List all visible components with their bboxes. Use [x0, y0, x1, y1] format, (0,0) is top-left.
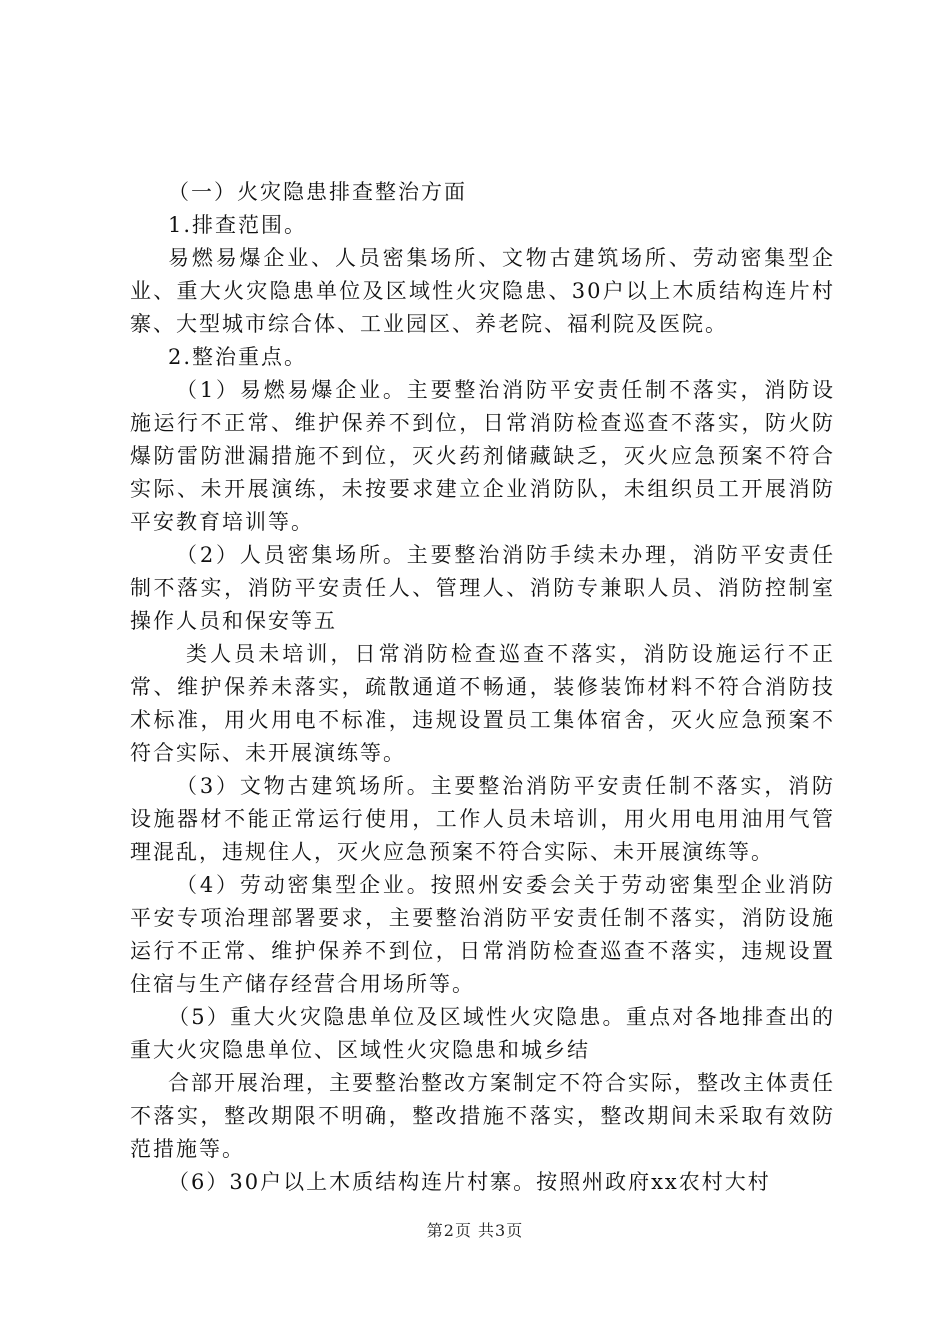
- paragraph: 合部开展治理，主要整治整改方案制定不符合实际，整改主体责任不落实，整改期限不明确，整改措施不落实，整改期间未采取有效防范措施等。: [130, 1071, 835, 1161]
- paragraph: （6）30户以上木质结构连片村寨。按照州政府xx农村大村: [168, 1170, 771, 1194]
- subsection-heading: 1.排查范围。: [168, 213, 308, 237]
- paragraph: （4）劳动密集型企业。按照州安委会关于劳动密集型企业消防平安专项治理部署要求，主要整治消防平安责任制不落实，消防设施运行不正常、维护保养不到位，日常消防检查巡查不落实，违规设置住宿与生产储存经营合用场所等。: [130, 873, 835, 996]
- paragraph: （1）易燃易爆企业。主要整治消防平安责任制不落实，消防设施运行不正常、维护保养不到位，日常消防检查巡查不落实，防火防爆防雷防泄漏措施不到位，灭火药剂储藏缺乏，灭火应急预案不符合实际、未开展演练，未按要求建立企业消防队，未组织员工开展消防平安教育培训等。: [130, 378, 835, 534]
- subsection-heading: 2.整治重点。: [168, 345, 308, 369]
- section-heading: （一）火灾隐患排查整治方面: [168, 180, 467, 204]
- paragraph: 易燃易爆企业、人员密集场所、文物古建筑场所、劳动密集型企业、重大火灾隐患单位及区域性火灾隐患、30户以上木质结构连片村寨、大型城市综合体、工业园区、养老院、福利院及医院。: [130, 246, 835, 336]
- paragraph: 类人员未培训，日常消防检查巡查不落实，消防设施运行不正常、维护保养未落实，疏散通道不畅通，装修装饰材料不符合消防技术标准，用火用电不标准，违规设置员工集体宿舍，灭火应急预案不符合实际、未开展演练等。: [130, 642, 835, 765]
- paragraph: （5）重大火灾隐患单位及区域性火灾隐患。重点对各地排查出的重大火灾隐患单位、区域性火灾隐患和城乡结: [130, 1005, 835, 1062]
- page-number: 第2页 共3页: [426, 1221, 524, 1240]
- paragraph: （3）文物古建筑场所。主要整治消防平安责任制不落实，消防设施器材不能正常运行使用，工作人员未培训，用火用电用油用气管理混乱，违规住人，灭火应急预案不符合实际、未开展演练等。: [130, 774, 835, 864]
- paragraph: （2）人员密集场所。主要整治消防手续未办理，消防平安责任制不落实，消防平安责任人、管理人、消防专兼职人员、消防控制室操作人员和保安等五: [130, 543, 835, 633]
- document-body: [130, 176, 835, 1199]
